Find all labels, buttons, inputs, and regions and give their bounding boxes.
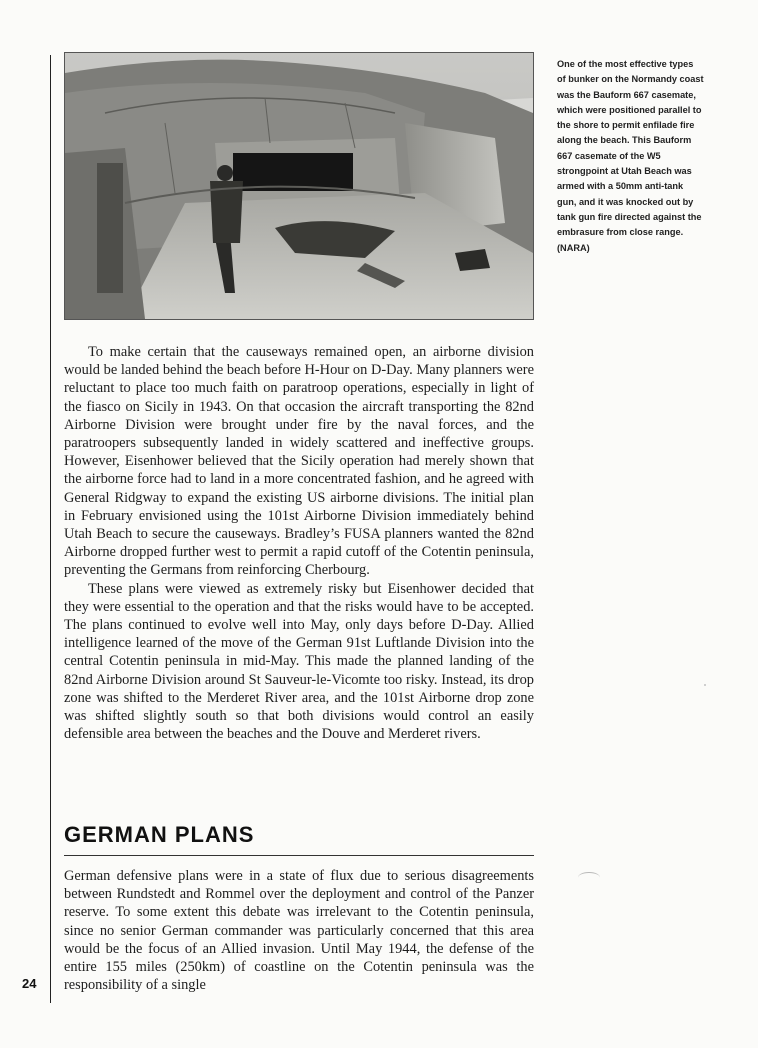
intro-text xyxy=(64,343,534,743)
paragraph: German defensive plans were in a state of flux due to serious disagreements between Rundstedt and Rommel over the deployment and control of the Panzer reserve. To some extent this debate was irrelevant to the Cotentin peninsula, since no senior German commander was particularly concerned that this area would be the focus of an Allied invasion. Until May 1944, the defense of the entire 155 miles (250km) of coastline on the Cotentin peninsula was the responsibility of a single xyxy=(64,868,534,994)
caption-line: the shore to permit enfilade fire xyxy=(557,120,695,131)
caption-line: embrasure from close range. xyxy=(557,227,684,238)
caption-line: (NARA) xyxy=(557,242,590,253)
caption-line: along the beach. This Bauform xyxy=(557,135,692,146)
caption-line: armed with a 50mm anti-tank xyxy=(557,181,684,192)
margin-mark xyxy=(578,872,600,883)
caption-line: 667 casemate of the W5 xyxy=(557,150,661,161)
caption-line: was the Bauform 667 casemate, xyxy=(557,89,696,100)
margin-rule xyxy=(50,55,51,1003)
caption-line: gun, and it was knocked out by xyxy=(557,196,694,207)
caption-line: which were positioned parallel to xyxy=(557,104,702,115)
caption-line: One of the most effective types xyxy=(557,59,694,69)
bunker-photo xyxy=(64,52,534,320)
scan-speck xyxy=(704,684,706,686)
caption-line: strongpoint at Utah Beach was xyxy=(557,166,692,177)
page-number: 24 xyxy=(22,976,37,991)
paragraph: To make certain that the causeways remained open, an airborne division would be landed behind the beach before H-Hour on D-Day. Many planners were reluctant to place too much faith on paratroop operations, especially in light of the fiasco on Sicily in 1943. On that occasion the aircraft transporting the 82nd Airborne Division were brought under fire by the naval forces, and the paratroopers subsequently landed in widely scattered and ineffective groups. However, Eisenhower believed that the Sicily operation had merely shown that the airborne force had to land in a more concentrated fashion, and he agreed with General Ridgway to expand the existing US airborne divisions. The initial plan in February envisioned using the 101st Airborne Division immediately behind Utah Beach to secure the causeways. Bradley’s FUSA planners wanted the 82nd Airborne dropped further west to permit a rapid cutoff of the Cotentin peninsula, preventing the Germans from reinforcing Cherbourg. xyxy=(64,344,534,579)
photo-caption xyxy=(557,57,742,256)
section-text xyxy=(64,867,534,994)
caption-line: of bunker on the Normandy coast xyxy=(557,74,704,85)
heading-rule xyxy=(64,855,534,856)
caption-line: tank gun fire directed against the xyxy=(557,211,702,222)
section-heading: GERMAN PLANS xyxy=(64,822,255,847)
paragraph: These plans were viewed as extremely risky but Eisenhower decided that they were essential to the operation and that the risks would have to be accepted. The plans continued to evolve well into May, only days before D-Day. Allied intelligence learned of the move of the German 91st Luftlande Division into the central Cotentin peninsula in mid-May. This made the planned landing of the 82nd Airborne Division around St Sauveur-le-Vicomte too risky. Instead, its drop zone was shifted to the Merderet River area, and the 101st Airborne drop zone was shifted slightly south so that both divisions would control an easily defensible area between the beaches and the Douve and Merderet rivers. xyxy=(64,580,534,743)
